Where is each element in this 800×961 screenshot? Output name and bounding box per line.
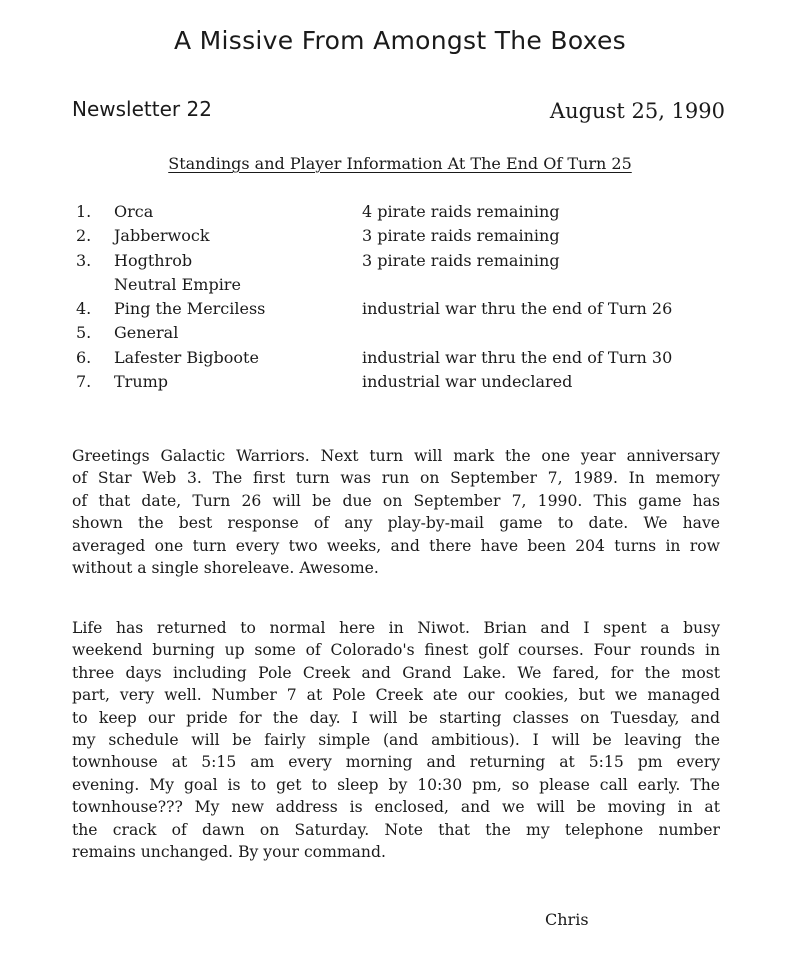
text-line: to keep our pride for the day. I will be starting classes on Tuesday, and (72, 708, 720, 727)
player-name: Neutral Empire (114, 274, 241, 294)
player-status: industrial war undeclared (362, 372, 573, 392)
standings-rank: 4. (76, 299, 92, 319)
text-line: of Star Web 3. The first turn was run on September 7, 1989. In memory (72, 469, 720, 488)
text-line: averaged one turn every two weeks, and there have been 204 turns in row (72, 536, 720, 555)
standings-rank: 3. (76, 250, 92, 270)
player-name: Jabberwock (114, 226, 210, 246)
standings-row (76, 372, 756, 396)
text-line: weekend burning up some of Colorado's finest golf courses. Four rounds in (72, 641, 720, 660)
standings-rank: 6. (76, 347, 92, 367)
player-name: Ping the Merciless (114, 299, 266, 319)
player-name: Orca (114, 202, 154, 221)
player-status: 4 pirate raids remaining (362, 202, 560, 221)
player-status: industrial war thru the end of Turn 26 (362, 299, 673, 319)
greeting-paragraph (72, 445, 720, 579)
newsletter-title: A Missive From Amongst The Boxes (174, 26, 626, 55)
standings-heading-text: Standings and Player Information At The End Of Turn 25 (168, 154, 632, 173)
standings-row (76, 299, 756, 323)
player-name: Lafester Bigboote (114, 347, 259, 367)
standings-row (76, 202, 756, 226)
standings-row (76, 323, 756, 347)
standings-row (76, 275, 756, 299)
player-name: General (114, 323, 179, 343)
news-paragraph (72, 617, 720, 863)
text-line: evening. My goal is to get to sleep by 10:30 pm, so please call early. The (72, 775, 720, 794)
text-line: three days including Pole Creek and Grand Lake. We fared, for the most (72, 663, 720, 682)
text-line: part, very well. Number 7 at Pole Creek ate our cookies, but we managed (72, 686, 720, 705)
player-name: Trump (114, 372, 169, 392)
signature: Chris (545, 910, 589, 929)
player-status: industrial war thru the end of Turn 30 (362, 347, 673, 367)
newsletter-date: August 25, 1990 (549, 99, 725, 123)
text-line: Life has returned to normal here in Niwot. Brian and I spent a busy (72, 619, 720, 637)
standings-rank: 2. (76, 226, 92, 246)
text-line: the crack of dawn on Saturday. Note that the my telephone number (72, 820, 720, 839)
text-line: Greetings Galactic Warriors. Next turn will mark the one year anniversary (72, 447, 720, 465)
player-status: 3 pirate raids remaining (362, 226, 560, 246)
text-line: my schedule will be fairly simple (and ambitious). I will be leaving the (72, 731, 720, 750)
standings-row (76, 348, 756, 372)
standings-row (76, 226, 756, 250)
text-line: without a single shoreleave. Awesome. (72, 559, 379, 578)
standings-rank: 7. (76, 372, 92, 392)
standings-row (76, 251, 756, 275)
standings-heading (0, 154, 800, 173)
standings-list (76, 202, 756, 396)
text-line: shown the best response of any play-by-mail game to date. We have (72, 514, 720, 533)
text-line: townhouse??? My new address is enclosed, and we will be moving in at (72, 798, 720, 817)
player-name: Hogthrob (114, 250, 193, 270)
standings-rank: 5. (76, 323, 92, 343)
standings-rank: 1. (76, 202, 92, 221)
newsletter-number: Newsletter 22 (72, 97, 212, 121)
text-line: of that date, Turn 26 will be due on September 7, 1990. This game has (72, 491, 720, 510)
player-status: 3 pirate raids remaining (362, 250, 560, 270)
text-line: remains unchanged. By your command. (72, 843, 386, 862)
text-line: townhouse at 5:15 am every morning and returning at 5:15 pm every (72, 753, 720, 772)
